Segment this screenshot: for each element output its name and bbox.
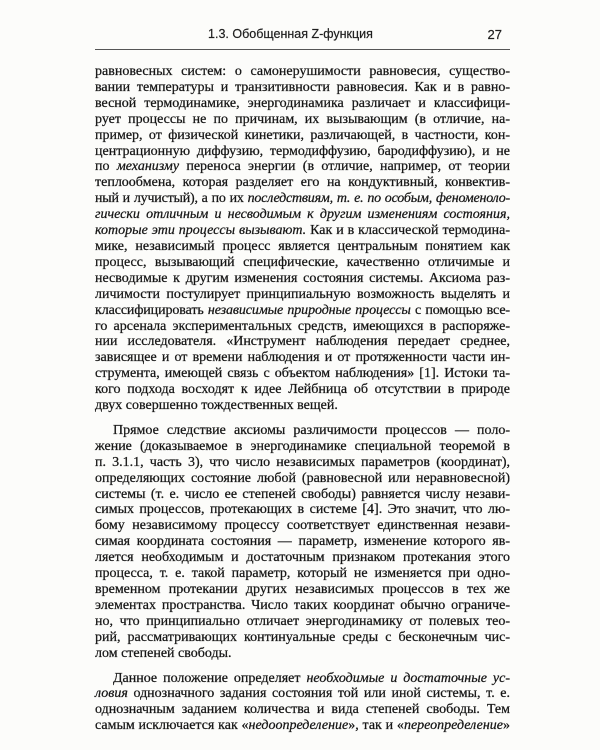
- text-run: однозначным заданием количества и вида степеней свободы. Тем: [95, 702, 510, 718]
- emphasized-text: которые эти процессы вызывают.: [95, 223, 307, 239]
- header-rule: [95, 49, 510, 50]
- text-run: бому независимому процессу соответствует единственная незави-: [95, 518, 510, 534]
- text-line: [95, 366, 510, 382]
- text-run: ляется необходимым и достаточным признаком протекания этого: [95, 550, 510, 566]
- text-line: [95, 382, 510, 398]
- paragraph: [95, 64, 510, 414]
- text-line: [95, 64, 510, 80]
- text-line: [95, 144, 510, 160]
- text-run: определяющих состояние любой (равновесной или неравновесной): [95, 470, 510, 486]
- text-run: весной термодинамике, энергодинамика различает и классифици-: [95, 95, 510, 111]
- text-run: с помощью все-: [410, 302, 510, 318]
- text-run: процесс, вызывающий специфические, качественно отличимые и: [95, 254, 510, 270]
- text-line: [95, 112, 510, 128]
- text-line: [95, 455, 510, 471]
- text-run: симых процессов, протекающих в системе [4]. Это значит, что лю-: [95, 502, 510, 518]
- text-line: [95, 319, 510, 335]
- emphasized-text: переопределение: [403, 718, 503, 734]
- text-run: струмента, имеющей связь с объектом наблюдения» [1]. Истоки та-: [95, 366, 510, 382]
- text-run: теплообмена, которая разделяет его на кондуктивный, конвектив-: [95, 175, 510, 191]
- text-line: [95, 598, 510, 614]
- text-body: [95, 64, 510, 734]
- text-line: [95, 550, 510, 566]
- text-run: элементах пространства. Число таких координат обычно ограниче-: [95, 597, 510, 613]
- text-run: несводимые к другим изменения состояния системы. Аксиома раз-: [95, 270, 510, 286]
- text-run: Как и в классической термодина-: [306, 223, 510, 239]
- emphasized-text: ловия: [95, 686, 128, 702]
- page-number: 27: [487, 27, 502, 42]
- text-run: двух совершенно тождественных вещей.: [95, 398, 338, 414]
- text-run: рует процессы не по причинам, их вызывающим (в отличие, на-: [95, 111, 510, 127]
- text-run: пример, от физической кинетики, различающей, в частности, кон-: [95, 127, 510, 143]
- text-line: [95, 471, 510, 487]
- emphasized-text: гически отличным и несводимым к другим изменениям состояния,: [95, 207, 510, 223]
- text-line: [95, 614, 510, 630]
- text-line: [95, 239, 510, 255]
- text-line: [95, 223, 510, 239]
- text-run: равновесных систем: о самонерушимости равновесия, существо-: [95, 64, 510, 79]
- text-run: Данное положение определяет: [113, 670, 307, 686]
- text-line: [95, 582, 510, 598]
- text-run: но, что принципиально отличает энергодинамику от полевых тео-: [95, 613, 510, 629]
- text-line: [95, 207, 510, 223]
- running-header: [95, 27, 510, 45]
- text-run: самым исключается как «: [95, 718, 249, 734]
- text-line: [95, 334, 510, 350]
- text-line: [95, 671, 510, 687]
- text-run: Прямое следствие аксиомы различимости процессов — поло-: [113, 422, 510, 438]
- emphasized-text: механизму: [116, 159, 180, 175]
- text-run: п. 3.1.1, часть 3), что число независимых параметров (координат),: [95, 454, 510, 470]
- text-line: [95, 702, 510, 718]
- text-run: системы (т. е. число ее степеней свободы) равняется числу незави-: [95, 486, 510, 502]
- text-run: рий, рассматривающих континуальные среды с бесконечным чис-: [95, 629, 510, 645]
- text-line: [95, 502, 510, 518]
- text-line: [95, 398, 510, 414]
- text-run: по: [95, 159, 117, 175]
- text-line: [95, 439, 510, 455]
- emphasized-text: недоопределение: [248, 718, 349, 734]
- text-line: [95, 96, 510, 112]
- text-line: [95, 287, 510, 303]
- text-line: [95, 175, 510, 191]
- text-line: [95, 630, 510, 646]
- text-run: личимости постулирует принципиальную возможность выделять и: [95, 286, 510, 302]
- text-run: классифицировать: [95, 302, 208, 318]
- text-line: [95, 487, 510, 503]
- text-run: зависящее и от времени наблюдения и от протяженности части ин-: [95, 350, 510, 366]
- text-line: [95, 159, 510, 175]
- text-line: [95, 518, 510, 534]
- text-run: мике, независимый процесс является центральным понятием как: [95, 238, 510, 254]
- text-line: [95, 80, 510, 96]
- emphasized-text: независимые природные процессы: [207, 302, 411, 318]
- text-line: [95, 191, 510, 207]
- text-line: [95, 566, 510, 582]
- text-run: временном протекании других независимых процессов в тех же: [95, 582, 510, 597]
- text-line: [95, 534, 510, 550]
- emphasized-text: необходимые и достаточные ус-: [306, 670, 510, 686]
- text-line: [95, 350, 510, 366]
- text-run: вании температуры и транзитивности равновесия. Как и в равно-: [95, 79, 510, 95]
- text-line: [95, 646, 510, 662]
- paragraph: [95, 671, 510, 735]
- text-run: ный и лучистый), а по их: [95, 191, 248, 207]
- text-run: кого подхода восходят к идее Лейбница об отсутствии в природе: [95, 382, 510, 398]
- section-title: 1.3. Обобщенная Z-функция: [208, 27, 373, 41]
- text-line: [95, 128, 510, 144]
- text-run: переноса энергии (в отличие, например, от теории: [179, 159, 510, 175]
- text-line: [95, 303, 510, 319]
- text-run: лом степеней свободы.: [95, 645, 232, 661]
- text-line: [95, 271, 510, 287]
- text-run: нии исследователя. «Инструмент наблюдения передает среднее,: [95, 334, 510, 350]
- text-line: [95, 423, 510, 439]
- text-run: однозначного задания состояния той или иной системы, т. е.: [127, 686, 510, 702]
- emphasized-text: последствиям, т. е. по особым, феноменоло-: [247, 191, 510, 207]
- text-run: центрационную диффузию, термодиффузию, бародиффузию), и не: [95, 143, 510, 159]
- text-line: [95, 718, 510, 734]
- paragraph: [95, 423, 510, 662]
- text-run: симая координата состояния — параметр, изменение которого яв-: [95, 534, 510, 550]
- text-run: го арсенала экспериментальных средств, имеющихся в распоряже-: [95, 318, 510, 334]
- text-line: [95, 686, 510, 702]
- text-run: »: [503, 718, 510, 734]
- text-run: », так и «: [348, 718, 404, 734]
- text-run: жение (доказываемое в энергодинамике специальной теоремой в: [95, 438, 510, 454]
- text-run: процесса, т. е. такой параметр, который не изменяется при одно-: [95, 566, 510, 582]
- text-line: [95, 255, 510, 271]
